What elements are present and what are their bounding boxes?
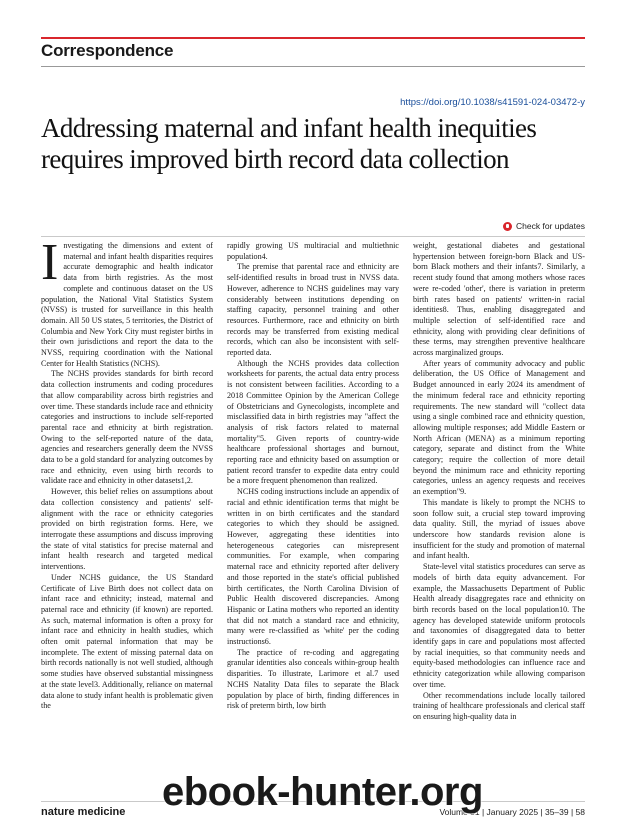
- paragraph: The premise that parental race and ethnicity are self-identified results in broad trust in NVSS data. However, adherence to NCHS guidelines may vary considerably between institutions depending on staffing capacity, personnel training and other resources. Furthermore, race and ethnicity on birth records may be transferred from existing medical records, which can also be inconsistent with self-reported data.: [227, 262, 399, 358]
- text-column-3: [413, 241, 585, 801]
- section-label: Correspondence: [41, 41, 174, 60]
- paragraph: The practice of re-coding and aggregating granular identities also conceals within-group health disparities. To illustrate, Larimore et al.7 used NCHS Natality Data files to separate the Black population by place of birth, finding differences in risk of preterm birth, low birth: [227, 647, 399, 711]
- paragraph: After years of community advocacy and public deliberation, the US Office of Management and Budget announced in early 2024 its amendment of the minimum federal race and ethnicity reporting requirements. The new standard will "collect data using a single combined race and ethnicity question, allowing multiple responses; add Middle Eastern or North African (MENA) as a minimum reporting category, separate and distinct from the White category; require the collection of more detail beyond the minimum race and ethnicity reporting categories, unless an agency requests and receives an exemption"9.: [413, 358, 585, 497]
- paragraph: However, this belief relies on assumptions about data collection consistency and patients' self-alignment with the race or ethnicity categories provided on birth registration forms. Here, we interrogate these assumptions and discuss improving the state of vital statistics for precise maternal and infant health research and targeted medical interventions.: [41, 487, 213, 572]
- drop-cap: I: [41, 241, 59, 291]
- article-title: Addressing maternal and infant health inequities requires improved birth record data collection: [41, 113, 537, 174]
- paragraph: Although the NCHS provides data collection worksheets for parents, the actual data entry process is not consistent between facilities. According to a 2018 Committee Opinion by the American College of Obstetricians and Gynecologists, incomplete and misclassified data in birth registries may "affect the analysis of risk factors related to maternal mortality"5. Given reports of country-wide healthcare professional shortages and burnout, reporting race and ethnicity based on assumption or patient record transfer to expedite data entry could be a more frequent phenomenon than realized.: [227, 358, 399, 486]
- journal-name: nature medicine: [41, 806, 126, 818]
- section-divider: [41, 66, 585, 67]
- paragraph: Under NCHS guidance, the US Standard Certificate of Live Birth does not collect data on infant race and ethnicity; instead, maternal and paternal race and ethnicity (if known) are reported. As such, maternal information is often a proxy for infant race and ethnicity in health studies, which often omit paternal information that may be incomplete. The extent of missing paternal data on birth records nationally is not well studied, although some studies have observed substantial missingness at the state level3. Additionally, reliance on maternal data alone to study infant health is problematic given the: [41, 572, 213, 711]
- body-top-divider: [41, 236, 585, 237]
- paragraph: NCHS coding instructions include an appendix of racial and ethnic identification terms that might be written in on birth certificates and the standard categories to which they should be assigned. However, aggregating these identities into heterogeneous categories can misrepresent communities. For example, when comparing maternal race and ethnicity reported after delivery and those reported in the state's official published birth certificates, the North Carolina Division of Public Health discovered discrepancies. Among Hispanic or Latina mothers who reported an identity that did not match a standard race and ethnicity, many were re-classified as 'white' per the coding instructions6.: [227, 487, 399, 647]
- check-for-updates-label: Check for updates: [516, 221, 585, 231]
- text-column-2: [227, 241, 399, 801]
- paragraph: This mandate is likely to prompt the NCHS to soon follow suit, a crucial step toward improving data quality. Still, the myriad of issues above underscore how standards revision alone is insufficient for the study and promotion of maternal and infant health.: [413, 497, 585, 561]
- paragraph: The NCHS provides standards for birth record data collection instruments and coding procedures that allow comparability across birth registries and over time. These standards include race and ethnicity categories and instructions to include self-reported parental race and ethnicity at birth registration. Owing to the self-reported nature of the data, agencies and researchers generally deem the NVSS data to be a gold standard for analyzing outcomes by race and ethnicity, even using birth records to validate race and ethnicity in other datasets1,2.: [41, 369, 213, 486]
- header-accent-rule: [41, 37, 585, 39]
- paragraph: rapidly growing US multiracial and multiethnic population4.: [227, 241, 399, 261]
- watermark: ebook-hunter.org: [162, 770, 483, 814]
- paragraph: Investigating the dimensions and extent of maternal and infant health disparities requires accurate demographic and health indicator data from birth registries. As the most complete and continuous dataset on the US population, the National Vital Statistics System (NVSS) is trusted for surveillance in this health domain. All 50 US states, 5 territories, the District of Columbia and New York City must register births in their own jurisdictions and report the data to the NVSS, requiring coordination with the National Center for Health Statistics (NCHS).: [41, 241, 213, 368]
- volume-reference: Volume 31 | January 2025 | 35–39 | 58: [439, 807, 585, 817]
- paragraph: weight, gestational diabetes and gestational hypertension between foreign-born Black and US-born Black mothers and their infants7. Similarly, a recent study found that among mothers whose races were re-coded 'other', there is variation in preterm birth rates based on patients' written-in racial identities8. Thus, enabling disaggregated and multiple selection of self-identified race and ethnicity, along with providing clear definitions of these terms, may strengthen preventive healthcare across marginalized groups.: [413, 241, 585, 358]
- check-for-updates-button[interactable]: [503, 221, 585, 231]
- update-badge-icon: [503, 222, 512, 231]
- paragraph: State-level vital statistics procedures can serve as models of birth data equity advancement. For example, the Massachusetts Department of Public Health already disaggregates race and ethnicity on birth records based on the local population10. The agency has developed statewide uniform protocols and taxonomies of disaggregated data to better identify gaps in care and populations most affected by racial inequities, so that community needs and equity-based methodologies can influence race and ethnicity categorization while allowing comparison over time.: [413, 562, 585, 689]
- doi-link[interactable]: https://doi.org/10.1038/s41591-024-03472-y: [400, 97, 585, 108]
- text-column-1: [41, 241, 213, 801]
- paragraph: Other recommendations include locally tailored training of healthcare professionals and clerical staff on ensuring high-quality data in: [413, 690, 585, 721]
